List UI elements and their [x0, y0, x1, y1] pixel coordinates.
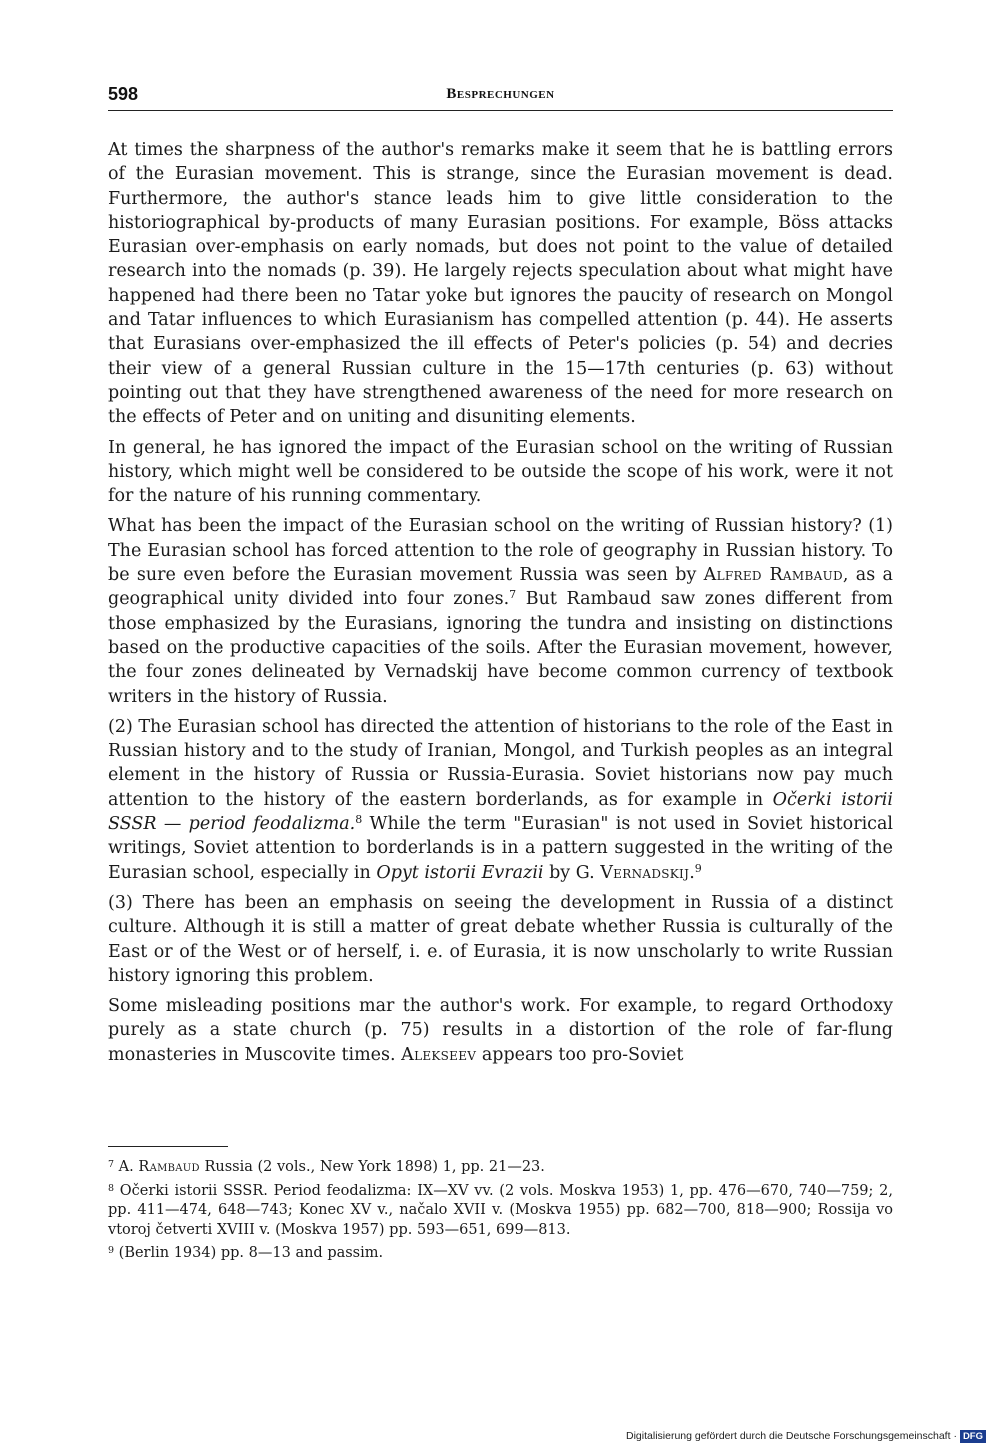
text-segment: . — [689, 862, 695, 883]
footnote-ref-7[interactable]: 7 — [509, 588, 517, 602]
text-segment: But Rambaud saw zones different from those emphasized by the Eurasians, ignoring the tundra and insisting on distinctions based on the productive capacities of the soils. After the Eurasian movement, however, the four zones delineated by Vernadskij have become common currency of textbook writers in the history of Russia. — [108, 589, 893, 707]
paragraph-4 — [108, 715, 893, 885]
footnote-8 — [108, 1182, 893, 1241]
page-header — [108, 84, 893, 111]
text-segment: (Berlin 1934) pp. 8—13 and passim. — [114, 1245, 384, 1261]
article-body — [108, 138, 893, 1073]
paragraph-3 — [108, 514, 893, 708]
running-title: Besprechungen — [446, 86, 555, 102]
paragraph-1: At times the sharpness of the author's remarks make it seem that he is battling errors of the Eurasian movement. This is strange, since the Eurasian movement is dead. Furthermore, the author's stance leads him to give little consideration to the historiographical by-products of many Eurasian positions. For example, Böss attacks Eurasian over-emphasis on early nomads, but does not point to the value of detailed research into the nomads (p. 39). He largely rejects speculation about what might have happened had there been no Tatar yoke but ignores the paucity of research on Mongol and Tatar influences to which Eurasianism has compelled attention (p. 44). He asserts that Eurasians over-emphasized the ill effects of Peter's policies (p. 54) and decries their view of a general Russian culture in the 15—17th centuries (p. 63) without pointing out that they have strengthened awareness of the need for more research on the effects of Peter and on uniting and disuniting elements. — [108, 140, 893, 428]
footnotes — [108, 1158, 893, 1268]
author-name: Alekseev — [401, 1044, 477, 1065]
footnote-ref-8[interactable]: 8 — [355, 813, 363, 827]
footnote-7 — [108, 1158, 893, 1178]
text-segment: (2) The Eurasian school has directed the attention of historians to the role of the East in Russian history and to the study of Iranian, Mongol, and Turkish peoples as an integral element in the history of Russia or Russia-Eurasia. Soviet historians now pay much attention to the history of the eastern borderlands, as for example in — [108, 716, 893, 810]
paragraph-2: In general, he has ignored the impact of the Eurasian school on the writing of Russian history, which might well be considered to be outside the scope of his work, were it not for the nature of his running commentary. — [108, 437, 893, 507]
footnote-number: 7 — [108, 1159, 115, 1170]
text-segment: Russia (2 vols., New York 1898) 1, pp. 21—23. — [199, 1159, 545, 1175]
footnote-9 — [108, 1244, 893, 1264]
book-title: Opyt istorii Evrazii — [376, 862, 544, 883]
text-segment: Očerki istorii SSSR. Period feodalizma: IX—XV vv. (2 vols. Moskva 1953) 1, pp. 476—670, 740—759; 2, pp. 411—474, 648—743; Konec XV v., načalo XVII v. (Moskva 1955) pp. 682—700, 818—900; Rossija vo vtoroj četverti XVIII v. (Moskva 1957) pp. 593—651, 699—813. — [108, 1182, 893, 1238]
credit-text: Digitalisierung gefördert durch die Deutsche Forschungsgemeinschaft · — [626, 1430, 957, 1442]
footnote-divider — [108, 1146, 228, 1147]
book-title: Očerki istorii SSSR — period feodalizma. — [108, 789, 893, 835]
text-segment: by G. — [543, 862, 601, 883]
page-number: 598 — [108, 84, 139, 104]
footnote-number: 9 — [108, 1245, 115, 1256]
text-segment: While the term "Eurasian" is not used in Soviet historical writings, Soviet attention to borderlands is in a pattern suggested in the writing of the Eurasian school, especially in — [108, 814, 894, 883]
author-name: Vernadskij — [600, 862, 690, 883]
paragraph-6 — [108, 994, 893, 1067]
footnote-number: 8 — [108, 1182, 115, 1194]
text-segment: appears too pro-Soviet — [476, 1044, 684, 1065]
footnote-ref-9[interactable]: 9 — [694, 861, 702, 875]
paragraph-5: (3) There has been an emphasis on seeing the development in Russia of a distinct culture. Although it is still a matter of great debate whether Russia is culturally of the East or of the West or of herself, i. e. of Eurasia, it is now unscholarly to write Russian history ignoring this problem. — [108, 892, 893, 986]
text-segment: A. — [114, 1159, 139, 1175]
dfg-logo-icon: DFG — [960, 1430, 986, 1443]
text-segment: Some misleading positions mar the author's work. For example, to regard Orthodoxy purely as a state church (p. 75) results in a distortion of the role of far-flung monasteries in Muscovite times. — [108, 996, 893, 1065]
text-segment: What has been the impact of the Eurasian school on the writing of Russian history? (1) The Eurasian school has forced attention to the role of geography in Russian history. To be sure even before the Eurasian movement Russia was seen by — [108, 516, 893, 586]
author-name: Rambaud — [138, 1159, 200, 1175]
author-name: Alfred Rambaud — [703, 565, 843, 586]
digitization-credit — [626, 1430, 986, 1443]
text-segment: , as a geographical unity divided into four zones. — [108, 565, 893, 610]
